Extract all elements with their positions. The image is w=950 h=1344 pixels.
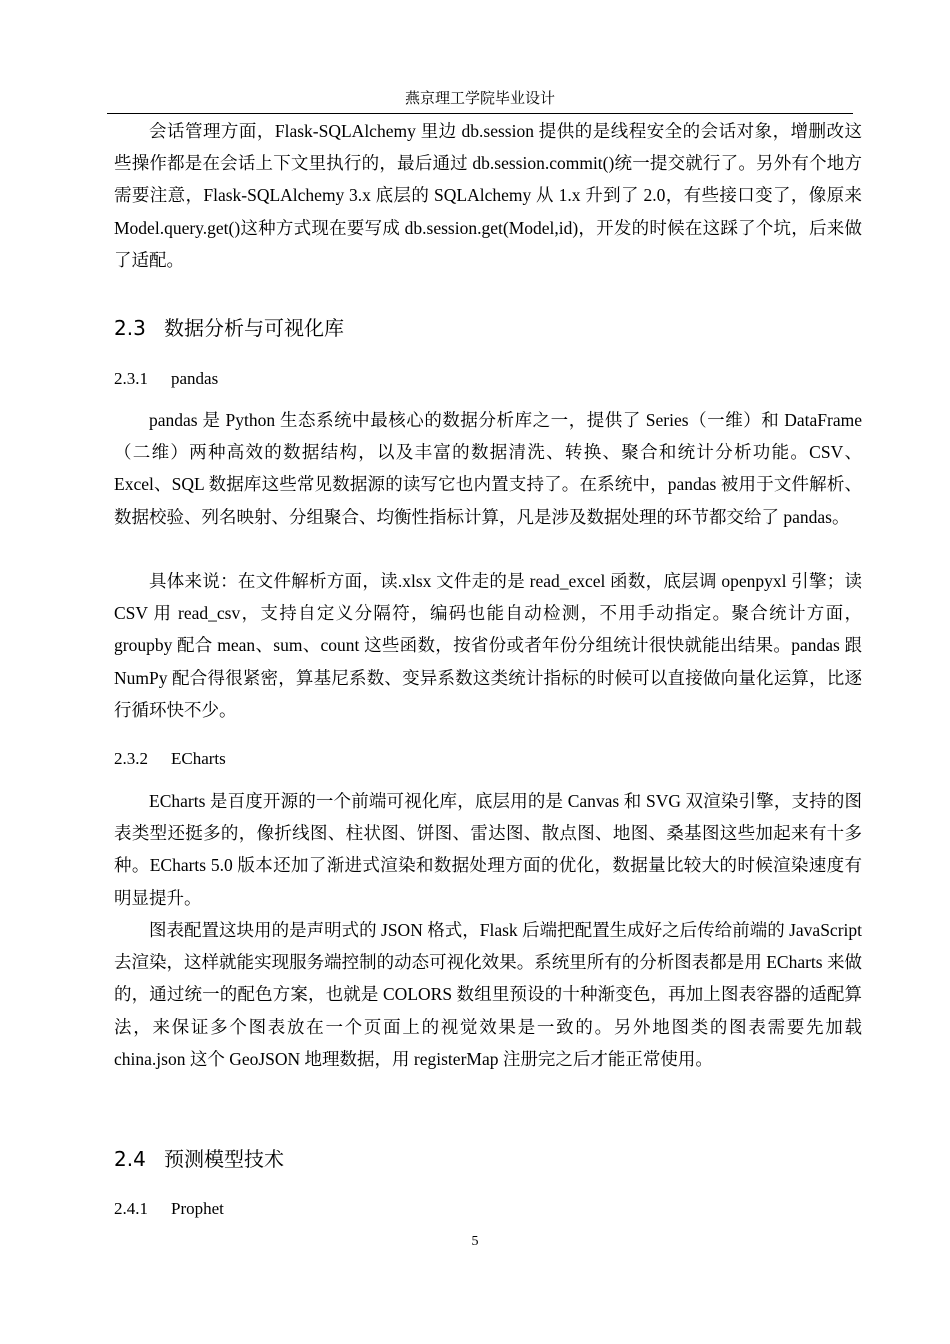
subsection-heading-2-4-1 xyxy=(114,1197,862,1221)
section-title: 数据分析与可视化库 xyxy=(164,316,344,340)
subsection-title: ECharts xyxy=(171,749,226,768)
section-number: 2.4 xyxy=(114,1147,146,1171)
header-divider xyxy=(107,113,853,114)
paragraph-pandas-intro: pandas 是 Python 生态系统中最核心的数据分析库之一，提供了 Series（一维）和 DataFrame（二维）两种高效的数据结构，以及丰富的数据清洗、转换、聚合和统计分析功能。CSV、Excel、SQL 数据库这些常见数据源的读写它也内置支持了。在系统中，pandas 被用于文件解析、数据校验、列名映射、分组聚合、均衡性指标计算，凡是涉及数据处理的环节都交给了 pandas。 xyxy=(114,410,862,527)
subsection-heading-2-3-2 xyxy=(114,747,862,771)
section-number: 2.3 xyxy=(114,316,146,340)
paragraph-echarts-intro: ECharts 是百度开源的一个前端可视化库，底层用的是 Canvas 和 SVG 双渲染引擎，支持的图表类型还挺多的，像折线图、柱状图、饼图、雷达图、散点图、地图、桑基图这些加起来有十多种。ECharts 5.0 版本还加了渐进式渲染和数据处理方面的优化，数据量比较大的时候渲染速度有明显提升。 xyxy=(114,791,862,908)
paragraph-pandas-details: 具体来说：在文件解析方面，读.xlsx 文件走的是 read_excel 函数，底层调 openpyxl 引擎；读 CSV 用 read_csv，支持自定义分隔符，编码也能自动检测，不用手动指定。聚合统计方面，groupby 配合 mean、sum、count 这些函数，按省份或者年份分组统计很快就能出结果。pandas 跟 NumPy 配合得很紧密，算基尼系数、变异系数这类统计指标的时候可以直接做向量化运算，比逐行循环快不少。 xyxy=(114,571,862,720)
page-header-title: 燕京理工学院毕业设计 xyxy=(404,91,555,107)
subsection-number: 2.3.2 xyxy=(114,749,148,768)
paragraph-session-management: 会话管理方面，Flask-SQLAlchemy 里边 db.session 提供的是线程安全的会话对象，增删改这些操作都是在会话上下文里执行的，最后通过 db.session.commit()统一提交就行了。另外有个地方需要注意，Flask-SQLAlchemy 3.x 底层的 SQLAlchemy 从 1.x 升到了 2.0，有些接口变了，像原来 Model.query.get()这种方式现在要写成 db.session.get(Model,id)，开发的时候在这踩了个坑，后来做了适配。 xyxy=(114,121,862,270)
subsection-number: 2.4.1 xyxy=(114,1199,148,1218)
section-heading-2-4 xyxy=(114,1145,862,1173)
section-heading-2-3 xyxy=(114,314,862,342)
subsection-title: pandas xyxy=(171,369,219,388)
subsection-title: Prophet xyxy=(171,1199,224,1218)
subsection-number: 2.3.1 xyxy=(114,369,148,388)
page-number: 5 xyxy=(471,1234,479,1249)
subsection-heading-2-3-1 xyxy=(114,367,862,391)
paragraph-echarts-config: 图表配置这块用的是声明式的 JSON 格式，Flask 后端把配置生成好之后传给前端的 JavaScript 去渲染，这样就能实现服务端控制的动态可视化效果。系统里所有的分析图表都是用 ECharts 来做的，通过统一的配色方案，也就是 COLORS 数组里预设的十种渐变色，再加上图表容器的适配算法，来保证多个图表放在一个页面上的视觉效果是一致的。另外地图类的图表需要先加载 china.json 这个 GeoJSON 地理数据，用 registerMap 注册完之后才能正常使用。 xyxy=(114,920,862,1069)
section-title: 预测模型技术 xyxy=(164,1147,284,1171)
